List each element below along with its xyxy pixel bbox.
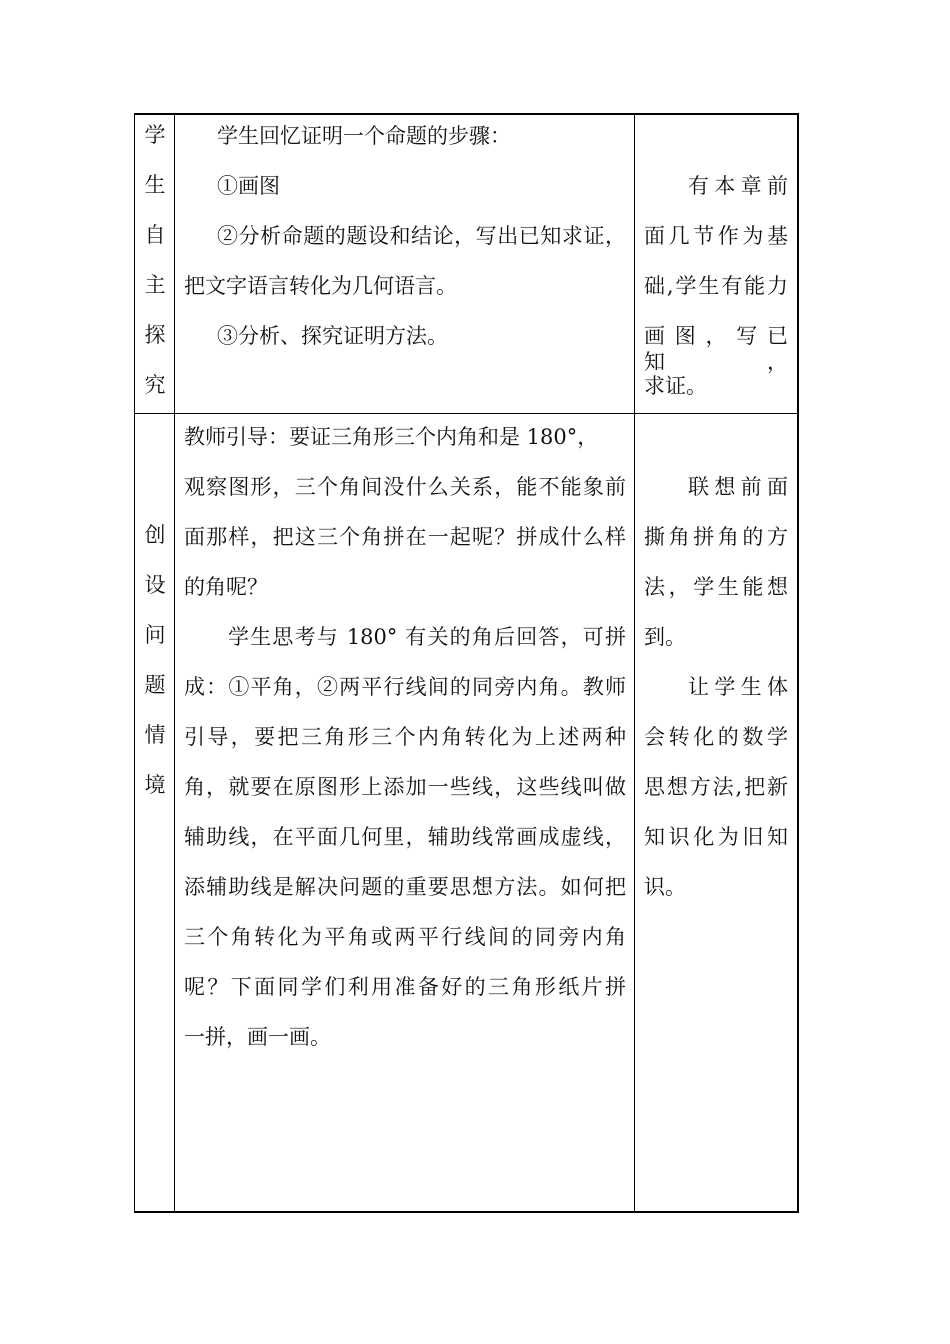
row-label-char: 情 — [144, 723, 166, 747]
content-line: ③分析、探究证明方法。 — [217, 324, 448, 348]
note-line: 有本章前 — [688, 174, 788, 198]
note-line: 让学生体 — [688, 675, 788, 699]
content-line: 成：①平角，②两平行线间的同旁内角。教师 — [184, 675, 626, 699]
row-label-char: 生 — [144, 173, 166, 197]
content-line: 三个角转化为平角或两平行线间的同旁内角 — [184, 925, 626, 949]
note-line: 联想前面 — [688, 475, 788, 499]
note-line: 识。 — [644, 875, 686, 899]
row-label-char: 问 — [144, 623, 166, 647]
content-line: 引导，要把三角形三个内角转化为上述两种 — [184, 725, 626, 749]
table-border-row-divider — [134, 413, 799, 414]
note-line: 法，学生能想 — [644, 575, 788, 599]
content-line: 一拼，画一画。 — [184, 1025, 331, 1049]
content-line: 观察图形，三个角间没什么关系，能不能象前 — [184, 475, 626, 499]
note-line: 到。 — [644, 625, 686, 649]
content-line: 面那样，把这三个角拼在一起呢？拼成什么样 — [184, 525, 626, 549]
table-border-right — [797, 113, 799, 1213]
content-line: 角，就要在原图形上添加一些线，这些线叫做 — [184, 775, 626, 799]
content-line: 教师引导：要证三角形三个内角和是 180°， — [184, 425, 599, 449]
row-label-char: 创 — [144, 523, 166, 547]
row-label-char: 学 — [144, 123, 166, 147]
content-line: 学生回忆证明一个命题的步骤： — [217, 124, 511, 148]
content-line: ②分析命题的题设和结论，写出已知求证， — [217, 224, 626, 248]
row-label-char: 自 — [144, 223, 166, 247]
row-label-char: 题 — [144, 673, 166, 697]
table-border-col2 — [634, 113, 635, 1213]
content-line: 把文字语言转化为几何语言。 — [184, 274, 457, 298]
row-label-char: 境 — [144, 773, 166, 797]
table-border-bottom — [134, 1211, 799, 1213]
content-line: 添辅助线是解决问题的重要思想方法。如何把 — [184, 875, 626, 899]
note-line: 面几节作为基 — [644, 224, 788, 248]
row-label-char: 主 — [144, 273, 166, 297]
note-line: 画图，写已知， — [644, 324, 788, 374]
note-line: 求证。 — [644, 374, 707, 398]
note-line: 知识化为旧知 — [644, 825, 788, 849]
table-border-top — [134, 113, 799, 115]
row-label-char: 探 — [144, 323, 166, 347]
content-line: 辅助线，在平面几何里，辅助线常画成虚线， — [184, 825, 626, 849]
note-line: 思想方法,把新 — [644, 775, 788, 799]
content-line: 学生思考与 180° 有关的角后回答，可拼 — [228, 625, 626, 649]
content-line: 呢？下面同学们利用准备好的三角形纸片拼 — [184, 975, 626, 999]
content-line: 的角呢？ — [184, 575, 268, 599]
note-line: 会转化的数学 — [644, 725, 788, 749]
content-line: ①画图 — [217, 174, 280, 198]
note-line: 撕角拼角的方 — [644, 525, 788, 549]
note-line: 础,学生有能力 — [644, 274, 788, 298]
row-label-char: 设 — [144, 573, 166, 597]
row-label-char: 究 — [144, 373, 166, 397]
